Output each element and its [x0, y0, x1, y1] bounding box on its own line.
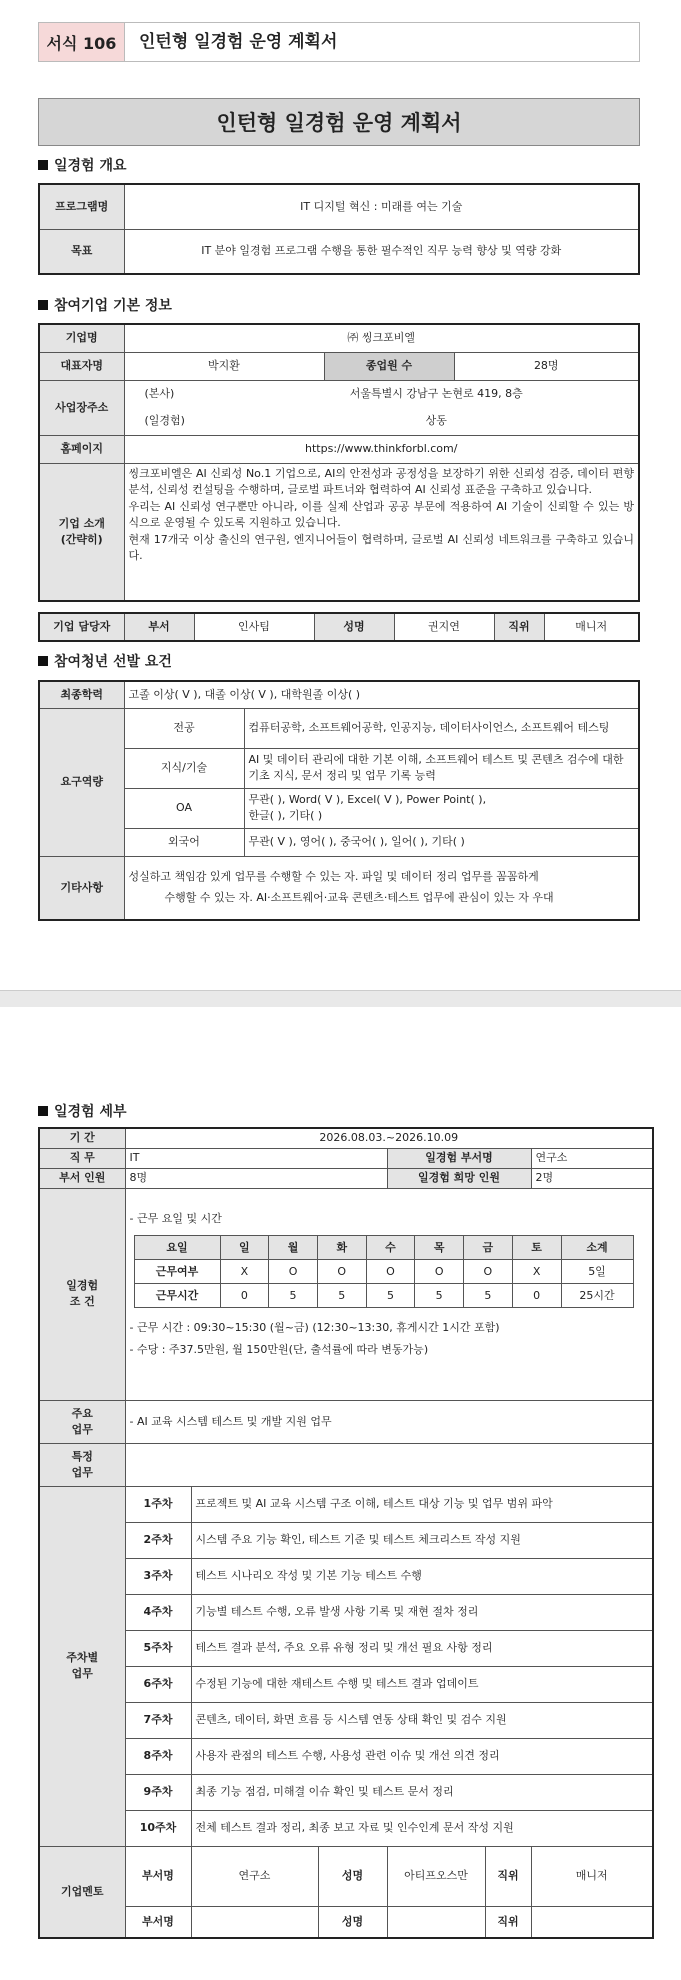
education-value: 고졸 이상( V ), 대졸 이상( V ), 대학원졸 이상( ): [124, 681, 639, 708]
page-divider: [0, 990, 681, 1008]
week-num: 9주차: [125, 1774, 191, 1810]
sched-cell: X: [220, 1260, 269, 1284]
week-num: 5주차: [125, 1630, 191, 1666]
sched-cell: 근무여부: [134, 1260, 220, 1284]
sched-cell: O: [317, 1260, 366, 1284]
company-label: 기업명: [39, 324, 124, 352]
homepage-link[interactable]: https://www.thinkforbl.com/: [124, 435, 639, 463]
header-title: 인턴형 일경험 운영 계획서: [139, 32, 338, 52]
sched-head: 화: [317, 1236, 366, 1260]
address-value: (본사) 서울특별시 강남구 논현로 419, 8층 (일경험) 상동: [124, 380, 639, 435]
contact-table: [38, 612, 640, 642]
week-num: 10주차: [125, 1810, 191, 1846]
contact-dept: 인사팀: [194, 613, 314, 641]
mentor2-dept: [191, 1906, 318, 1938]
job-label: 직 무: [39, 1148, 125, 1168]
sched-cell: 5: [366, 1284, 415, 1308]
week-num: 3주차: [125, 1558, 191, 1594]
week-task: 사용자 관점의 테스트 수행, 사용성 관련 이슈 및 개선 의견 정리: [191, 1738, 653, 1774]
week-task: 콘텐츠, 데이터, 화면 흐름 등 시스템 연동 상태 확인 및 검수 지원: [191, 1702, 653, 1738]
week-num: 6주차: [125, 1666, 191, 1702]
requirements-table: [38, 680, 640, 921]
banner-title: 인턴형 일경험 운영 계획서: [38, 98, 640, 146]
mentor-pos-label: 직위: [485, 1846, 531, 1906]
week-num: 7주차: [125, 1702, 191, 1738]
etc-value: 성실하고 책임감 있게 업무를 수행할 수 있는 자. 파일 및 데이터 정리 업무를 꼼꼼하게 수행할 수 있는 자. AI·소프트웨어·교육 콘텐츠·테스트 업무에 관심이 있는 자 우대: [124, 856, 639, 920]
contact-pos: 매니저: [544, 613, 639, 641]
sched-head: 월: [269, 1236, 318, 1260]
week-task: 전체 테스트 결과 정리, 최종 보고 자료 및 인수인계 문서 작성 지원: [191, 1810, 653, 1846]
employee-value: 28명: [454, 352, 639, 380]
week-task: 기능별 테스트 수행, 오류 발생 사항 기록 및 재현 절차 정리: [191, 1594, 653, 1630]
contact-name-label: 성명: [314, 613, 394, 641]
address-label: 사업장주소: [39, 380, 124, 435]
square-bullet-icon: [38, 300, 48, 310]
mentor2-name: [387, 1906, 485, 1938]
mentor2-dept-label: 부서명: [125, 1906, 191, 1938]
sched-cell: O: [464, 1260, 513, 1284]
week-task: 테스트 결과 분석, 주요 오류 유형 정리 및 개선 필요 사항 정리: [191, 1630, 653, 1666]
sched-cell: 5일: [561, 1260, 633, 1284]
main-task-label: 주요 업무: [39, 1400, 125, 1443]
contact-label: 기업 담당자: [39, 613, 124, 641]
want-value: 2명: [531, 1168, 653, 1188]
competency-label: 요구역량: [39, 708, 124, 856]
program-label: 프로그램명: [39, 184, 124, 229]
job-value: IT: [125, 1148, 387, 1168]
homepage-label: 홈페이지: [39, 435, 124, 463]
section-company-title: 참여기업 기본 정보: [38, 295, 172, 315]
square-bullet-icon: [38, 160, 48, 170]
intro-value: 씽크포비엘은 AI 신뢰성 No.1 기업으로, AI의 안전성과 공정성을 보장하기 위한 신뢰성 검증, 데이터 편향 분석, 신뢰성 컨설팅을 수행하며, 글로벌 파트너와 협력하여 AI 신뢰성 표준을 구축하고 있습니다. 우리는 AI 신뢰성 연구뿐만 아니라, 이를 실제 산업과 공공 부문에 적용하여 AI 기술이 신뢰할 수 있는 방식으로 운영될 수 있도록 지원하고 있습니다. 현재 17개국 이상 출신의 연구원, 엔지니어들이 협력하며, 글로벌 AI 신뢰성 네트워크를 구축하고 있습니다.: [124, 463, 639, 601]
details-table: [38, 1127, 654, 1939]
skill-label: 지식/기술: [124, 748, 244, 788]
week-task: 수정된 기능에 대한 재테스트 수행 및 테스트 결과 업데이트: [191, 1666, 653, 1702]
dept-label: 일경험 부서명: [387, 1148, 531, 1168]
language-label: 외국어: [124, 828, 244, 856]
week-task: 테스트 시나리오 작성 및 기본 기능 테스트 수행: [191, 1558, 653, 1594]
week-task: 시스템 주요 기능 확인, 테스트 기준 및 테스트 체크리스트 작성 지원: [191, 1522, 653, 1558]
language-value: 무관( V ), 영어( ), 중국어( ), 일어( ), 기타( ): [244, 828, 639, 856]
skill-value: AI 및 데이터 관리에 대한 기본 이해, 소프트웨어 테스트 및 콘텐츠 검수에 대한 기초 지식, 문서 정리 및 업무 기록 능력: [244, 748, 639, 788]
sched-cell: O: [269, 1260, 318, 1284]
sched-head: 요일: [134, 1236, 220, 1260]
overview-table: [38, 183, 640, 275]
staff-label: 부서 인원: [39, 1168, 125, 1188]
sched-head: 목: [415, 1236, 464, 1260]
section-overview-title: 일경험 개요: [38, 155, 127, 175]
section-details-title: 일경험 세부: [38, 1101, 127, 1121]
schedule-title: - 근무 요일 및 시간: [129, 1211, 222, 1225]
sched-cell: 5: [464, 1284, 513, 1308]
period-label: 기 간: [39, 1128, 125, 1148]
sched-head: 일: [220, 1236, 269, 1260]
company-table: [38, 323, 640, 602]
square-bullet-icon: [38, 1106, 48, 1116]
schedule-table: [134, 1235, 634, 1308]
sched-head: 소계: [561, 1236, 633, 1260]
company-value: ㈜ 씽크포비엘: [124, 324, 639, 352]
oa-label: OA: [124, 788, 244, 828]
dept-value: 연구소: [531, 1148, 653, 1168]
goal-label: 목표: [39, 229, 124, 274]
oa-value: 무관( ), Word( V ), Excel( V ), Power Point( ), 한글( ), 기타( ): [244, 788, 639, 828]
sched-cell: X: [512, 1260, 561, 1284]
page-2: [0, 1007, 681, 1980]
form-badge: 서식 106: [39, 23, 125, 61]
sched-cell: 근무시간: [134, 1284, 220, 1308]
mentor-dept: 연구소: [191, 1846, 318, 1906]
mentor2-pos-label: 직위: [485, 1906, 531, 1938]
mentor-dept-label: 부서명: [125, 1846, 191, 1906]
staff-value: 8명: [125, 1168, 387, 1188]
goal-value: IT 분야 일경험 프로그램 수행을 통한 필수적인 직무 능력 향상 및 역량 강화: [124, 229, 639, 274]
sched-cell: 25시간: [561, 1284, 633, 1308]
sched-cell: 0: [220, 1284, 269, 1308]
sched-cell: 5: [317, 1284, 366, 1308]
mentor-name: 아티프오스만: [387, 1846, 485, 1906]
work-hours: - 근무 시간 : 09:30~15:30 (월~금) (12:30~13:30, 휴게시간 1시간 포함): [129, 1321, 500, 1335]
ceo-label: 대표자명: [39, 352, 124, 380]
contact-name: 권지연: [394, 613, 494, 641]
contact-pos-label: 직위: [494, 613, 544, 641]
employee-label: 종업원 수: [324, 352, 454, 380]
mentor-label: 기업멘토: [39, 1846, 125, 1938]
week-num: 8주차: [125, 1738, 191, 1774]
week-task: 프로젝트 및 AI 교육 시스템 구조 이해, 테스트 대상 기능 및 업무 범위 파악: [191, 1486, 653, 1522]
week-num: 2주차: [125, 1522, 191, 1558]
sched-head: 토: [512, 1236, 561, 1260]
section-requirements-title: 참여청년 선발 요건: [38, 651, 172, 671]
sched-cell: 5: [415, 1284, 464, 1308]
mentor2-pos: [531, 1906, 653, 1938]
week-task: 최종 기능 점검, 미해결 이슈 확인 및 테스트 문서 정리: [191, 1774, 653, 1810]
major-value: 컴퓨터공학, 소프트웨어공학, 인공지능, 데이터사이언스, 소프트웨어 테스팅: [244, 708, 639, 748]
condition-value: [125, 1188, 653, 1400]
want-label: 일경험 희망 인원: [387, 1168, 531, 1188]
main-task-value: - AI 교육 시스템 테스트 및 개발 지원 업무: [125, 1400, 653, 1443]
mentor-pos: 매니저: [531, 1846, 653, 1906]
sched-head: 수: [366, 1236, 415, 1260]
intro-label: 기업 소개 (간략히): [39, 463, 124, 601]
sched-cell: O: [366, 1260, 415, 1284]
sched-cell: O: [415, 1260, 464, 1284]
sched-cell: 0: [512, 1284, 561, 1308]
special-task-label: 특정 업무: [39, 1443, 125, 1486]
square-bullet-icon: [38, 656, 48, 666]
header-bar: [38, 22, 640, 62]
ceo-value: 박지환: [124, 352, 324, 380]
mentor-name-label: 성명: [318, 1846, 387, 1906]
sched-head: 금: [464, 1236, 513, 1260]
etc-label: 기타사항: [39, 856, 124, 920]
pay: - 수당 : 주37.5만원, 월 150만원(단, 출석률에 따라 변동가능): [129, 1343, 429, 1357]
condition-label: 일경험 조 건: [39, 1188, 125, 1400]
sched-cell: 5: [269, 1284, 318, 1308]
contact-dept-label: 부서: [124, 613, 194, 641]
special-task-value: [125, 1443, 653, 1486]
mentor2-name-label: 성명: [318, 1906, 387, 1938]
program-value: IT 디지털 혁신 : 미래를 여는 기술: [124, 184, 639, 229]
week-num: 4주차: [125, 1594, 191, 1630]
page-1: [0, 0, 681, 985]
major-label: 전공: [124, 708, 244, 748]
weekly-label: 주차별 업무: [39, 1486, 125, 1846]
period-value: 2026.08.03.~2026.10.09: [125, 1128, 653, 1148]
week-num: 1주차: [125, 1486, 191, 1522]
education-label: 최종학력: [39, 681, 124, 708]
